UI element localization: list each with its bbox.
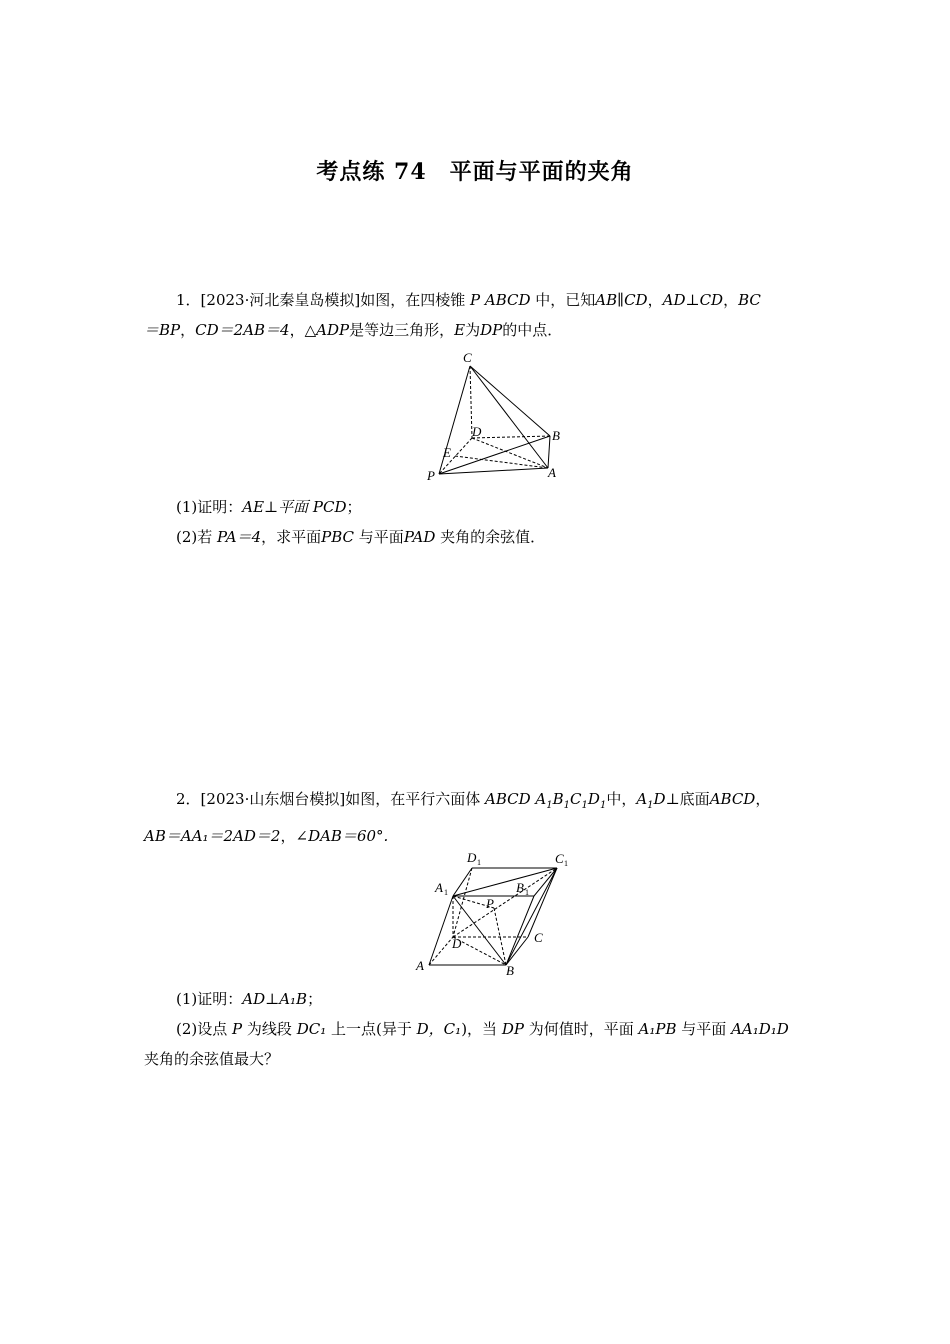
svg-text:1: 1 xyxy=(564,859,568,868)
figure-pyramid xyxy=(420,350,570,485)
label-A: A xyxy=(548,465,556,480)
question-2-part-1: (1)证明：AD⊥A₁B； xyxy=(176,990,323,1008)
question-source: [2023·山东烟台模拟] xyxy=(200,790,346,808)
svg-text:1: 1 xyxy=(444,888,448,897)
label-B: B xyxy=(552,428,560,443)
question-2-text: 2．[2023·山东烟台模拟]如图，在平行六面体 ABCD $A_1B_1C_1D_1$中，$A_1D\perp$底面ABCD， AB＝AA₁＝2AD＝2，∠DAB＝60°. xyxy=(144,790,771,845)
question-1-text: 1．[2023·河北秦皇岛模拟]如图，在四棱锥 P ABCD 中，已知AB∥CD，AD⊥CD，BC ＝BP，CD＝2AB＝4，△ADP是等边三角形，E为DP的中点． xyxy=(144,291,761,339)
label-E: E xyxy=(443,445,451,460)
label-C: C xyxy=(463,350,472,365)
question-1-part-2: (2)若 PA＝4，求平面PBC 与平面PAD 夹角的余弦值． xyxy=(176,528,546,546)
label-D: D xyxy=(472,424,482,439)
question-1-part-1: (1)证明：AE⊥平面 PCD； xyxy=(176,498,362,516)
question-number: 2． xyxy=(176,790,201,808)
label-A1: A xyxy=(435,880,443,895)
label-A: A xyxy=(416,958,424,973)
question-number: 1． xyxy=(176,291,201,309)
svg-text:1: 1 xyxy=(477,858,481,867)
label-D1: D xyxy=(467,850,477,865)
page-title: 考点练 74 平面与平面的夹角 xyxy=(316,159,634,185)
question-source: [2023·河北秦皇岛模拟] xyxy=(200,291,361,309)
label-C: C xyxy=(534,930,543,945)
label-B1: B xyxy=(516,880,524,895)
label-D: D xyxy=(452,936,462,951)
svg-text:1: 1 xyxy=(525,888,529,897)
label-B: B xyxy=(506,963,514,978)
label-P: P xyxy=(486,896,494,911)
label-C1: C xyxy=(555,851,564,866)
figure-parallelepiped xyxy=(412,848,582,980)
question-2-part-2: (2)设点 P 为线段 DC₁ 上一点(异于 D，C₁)，当 DP 为何值时，平面 A₁PB 与平面 AA₁D₁D 夹角的余弦值最大？ xyxy=(144,1020,789,1068)
label-P: P xyxy=(427,468,435,483)
